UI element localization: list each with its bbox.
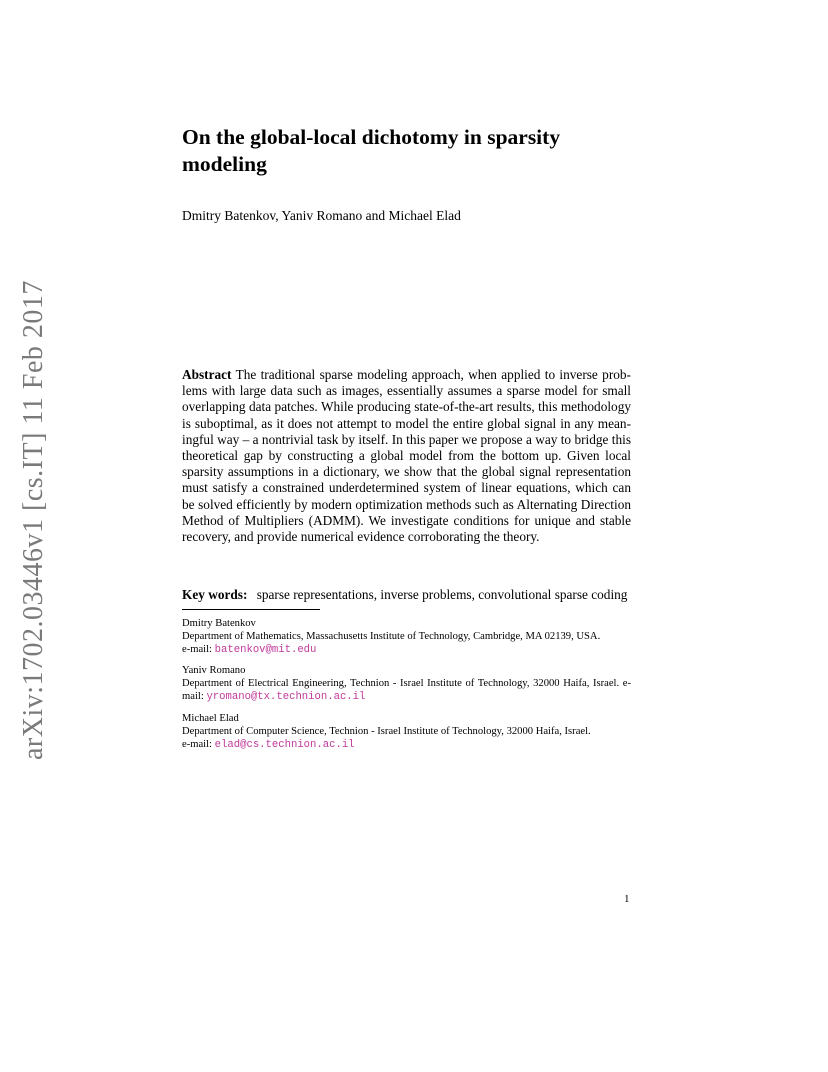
affiliation-author-name: Dmitry Batenkov — [182, 618, 256, 629]
page-number: 1 — [624, 893, 630, 905]
affiliation-department: Department of Electrical Engineering, Technion - Israel Institute of Technology, 32000 Haifa, Israel. e-mail: yromano@tx.technion.ac.il — [182, 678, 631, 703]
email-link[interactable]: batenkov@mit.edu — [214, 644, 317, 656]
email-link[interactable]: elad@cs.technion.ac.il — [214, 739, 355, 751]
affiliation-email-line — [182, 643, 631, 657]
paper-authors: Dmitry Batenkov, Yaniv Romano and Michael Elad — [182, 208, 461, 223]
arxiv-identifier-stamp: arXiv:1702.03446v1 [cs.IT] 11 Feb 2017 — [18, 280, 49, 760]
paper-title: On the global-local dichotomy in sparsity modeling — [182, 125, 561, 176]
email-prefix: e-mail: — [182, 739, 213, 750]
keywords-text: sparse representations, inverse problems, convolutional sparse coding — [256, 587, 628, 602]
affiliation-author-name: Michael Elad — [182, 713, 239, 724]
affiliation-department: Department of Mathematics, Massachusetts Institute of Technology, Cambridge, MA 02139, USA. — [182, 631, 601, 642]
abstract-section — [182, 367, 631, 545]
abstract-label: Abstract — [182, 367, 232, 382]
affiliation-department: Department of Computer Science, Technion - Israel Institute of Technology, 32000 Haifa, Israel. — [182, 726, 591, 737]
email-prefix: e-mail: — [182, 644, 213, 655]
footnote-divider — [182, 609, 320, 610]
affiliation-email-line — [182, 738, 631, 752]
keywords-label: Key words: — [182, 587, 248, 602]
affiliation-elad — [182, 712, 631, 752]
affiliation-author-name: Yaniv Romano — [182, 665, 246, 676]
email-link[interactable]: yromano@tx.technion.ac.il — [206, 691, 366, 703]
abstract-text: The traditional sparse modeling approach, when applied to inverse problems with large data such as images, essentially assumes a sparse model for small overlapping data patches. While producing state-of-the-art results, this methodology is suboptimal, as it does not attempt to model the entire global signal in any meaningful way – a nontrivial task by itself. In this paper we propose a way to bridge this theoretical gap by constructing a global model from the bottom up. Given local sparsity assumptions in a dictionary, we show that the global signal representation must satisfy a constrained underdetermined system of linear equations, which can be solved efficiently by modern optimization methods such as Alternating Direction Method of Multipliers (ADMM). We investigate conditions for unique and stable recovery, and provide numerical evidence corroborating the theory. — [182, 367, 631, 545]
email-prefix: e-mail: — [182, 678, 631, 702]
keywords-section — [182, 586, 631, 603]
affiliation-romano — [182, 664, 631, 704]
affiliation-batenkov — [182, 617, 631, 657]
